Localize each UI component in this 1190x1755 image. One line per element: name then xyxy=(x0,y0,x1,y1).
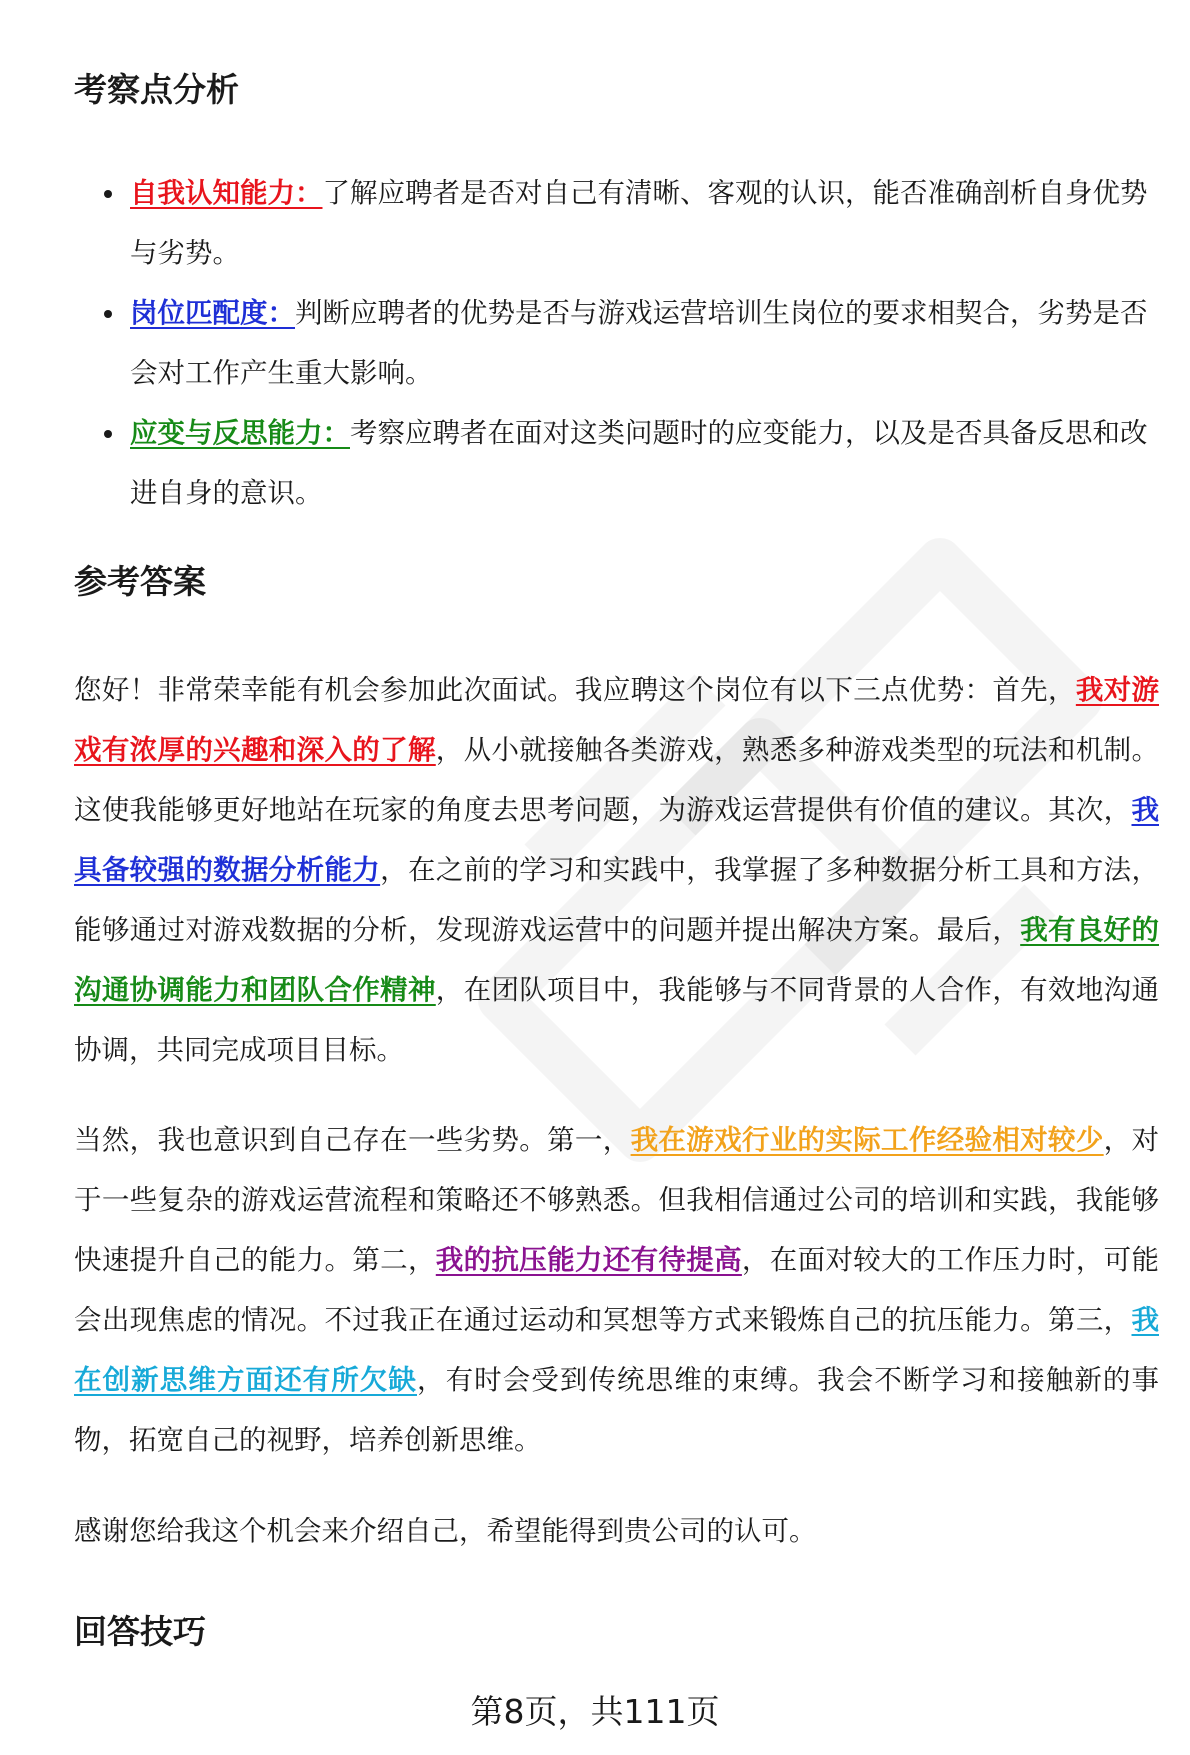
weakness-highlight: 我的抗压能力还有待提高 xyxy=(435,1244,742,1276)
analysis-item xyxy=(74,403,1159,523)
answer-text: 您好！非常荣幸能有机会参加此次面试。我应聘这个岗位有以下三点优势：首先， xyxy=(74,674,1076,706)
analysis-text: 了解应聘者是否对自己有清晰、客观的认识，能否准确剖析自身优势与劣势。 xyxy=(130,177,1148,269)
analysis-list xyxy=(74,163,1159,523)
answer-text: ，有时会受到传统思维的束缚。我会不断学习和接触新的事物，拓宽自己的视野，培养创新思维。 xyxy=(74,1364,1160,1456)
answer-text: ，在团队项目中，我能够与不同背景的人合作，有效地沟通协调，共同完成项目目标。 xyxy=(74,974,1160,1066)
weakness-highlight: 我在游戏行业的实际工作经验相对较少 xyxy=(630,1124,1104,1156)
strength-highlight: 我具备较强的数据分析能力 xyxy=(74,794,1159,886)
strength-highlight: 我有良好的沟通协调能力和团队合作精神 xyxy=(74,914,1160,1006)
strength-highlight: 我对游戏有浓厚的兴趣和深入的了解 xyxy=(74,674,1160,766)
section-title-tips: 回答技巧 xyxy=(74,1612,206,1651)
answer-text: 当然，我也意识到自己存在一些劣势。第一， xyxy=(74,1124,631,1156)
answer-paragraph-strengths xyxy=(74,660,1159,1080)
analysis-term: 应变与反思能力： xyxy=(130,417,350,449)
answer-paragraph-weaknesses xyxy=(74,1110,1159,1470)
analysis-text: 判断应聘者的优势是否与游戏运营培训生岗位的要求相契合，劣势是否会对工作产生重大影响。 xyxy=(130,297,1148,389)
answer-text: ，对于一些复杂的游戏运营流程和策略还不够熟悉。但我相信通过公司的培训和实践，我能够快速提升自己的能力。第二， xyxy=(74,1124,1160,1276)
analysis-item xyxy=(74,283,1159,403)
answer-text: ，在面对较大的工作压力时，可能会出现焦虑的情况。不过我正在通过运动和冥想等方式来锻炼自己的抗压能力。第三， xyxy=(74,1244,1160,1336)
analysis-item xyxy=(74,163,1159,283)
weakness-highlight: 我在创新思维方面还有所欠缺 xyxy=(74,1304,1159,1396)
answer-paragraph-closing: 感谢您给我这个机会来介绍自己，希望能得到贵公司的认可。 xyxy=(74,1515,817,1547)
analysis-text: 考察应聘者在面对这类问题时的应变能力，以及是否具备反思和改进自身的意识。 xyxy=(130,417,1148,509)
analysis-term: 自我认知能力： xyxy=(130,177,323,209)
page-number: 第8页，共111页 xyxy=(470,1692,720,1731)
analysis-term: 岗位匹配度： xyxy=(130,297,295,329)
section-title-analysis: 考察点分析 xyxy=(74,70,239,109)
answer-text: ，在之前的学习和实践中，我掌握了多种数据分析工具和方法，能够通过对游戏数据的分析，发现游戏运营中的问题并提出解决方案。最后， xyxy=(74,854,1160,946)
section-title-answer: 参考答案 xyxy=(74,562,206,601)
answer-text: ，从小就接触各类游戏，熟悉多种游戏类型的玩法和机制。这使我能够更好地站在玩家的角度去思考问题，为游戏运营提供有价值的建议。其次， xyxy=(74,734,1160,826)
